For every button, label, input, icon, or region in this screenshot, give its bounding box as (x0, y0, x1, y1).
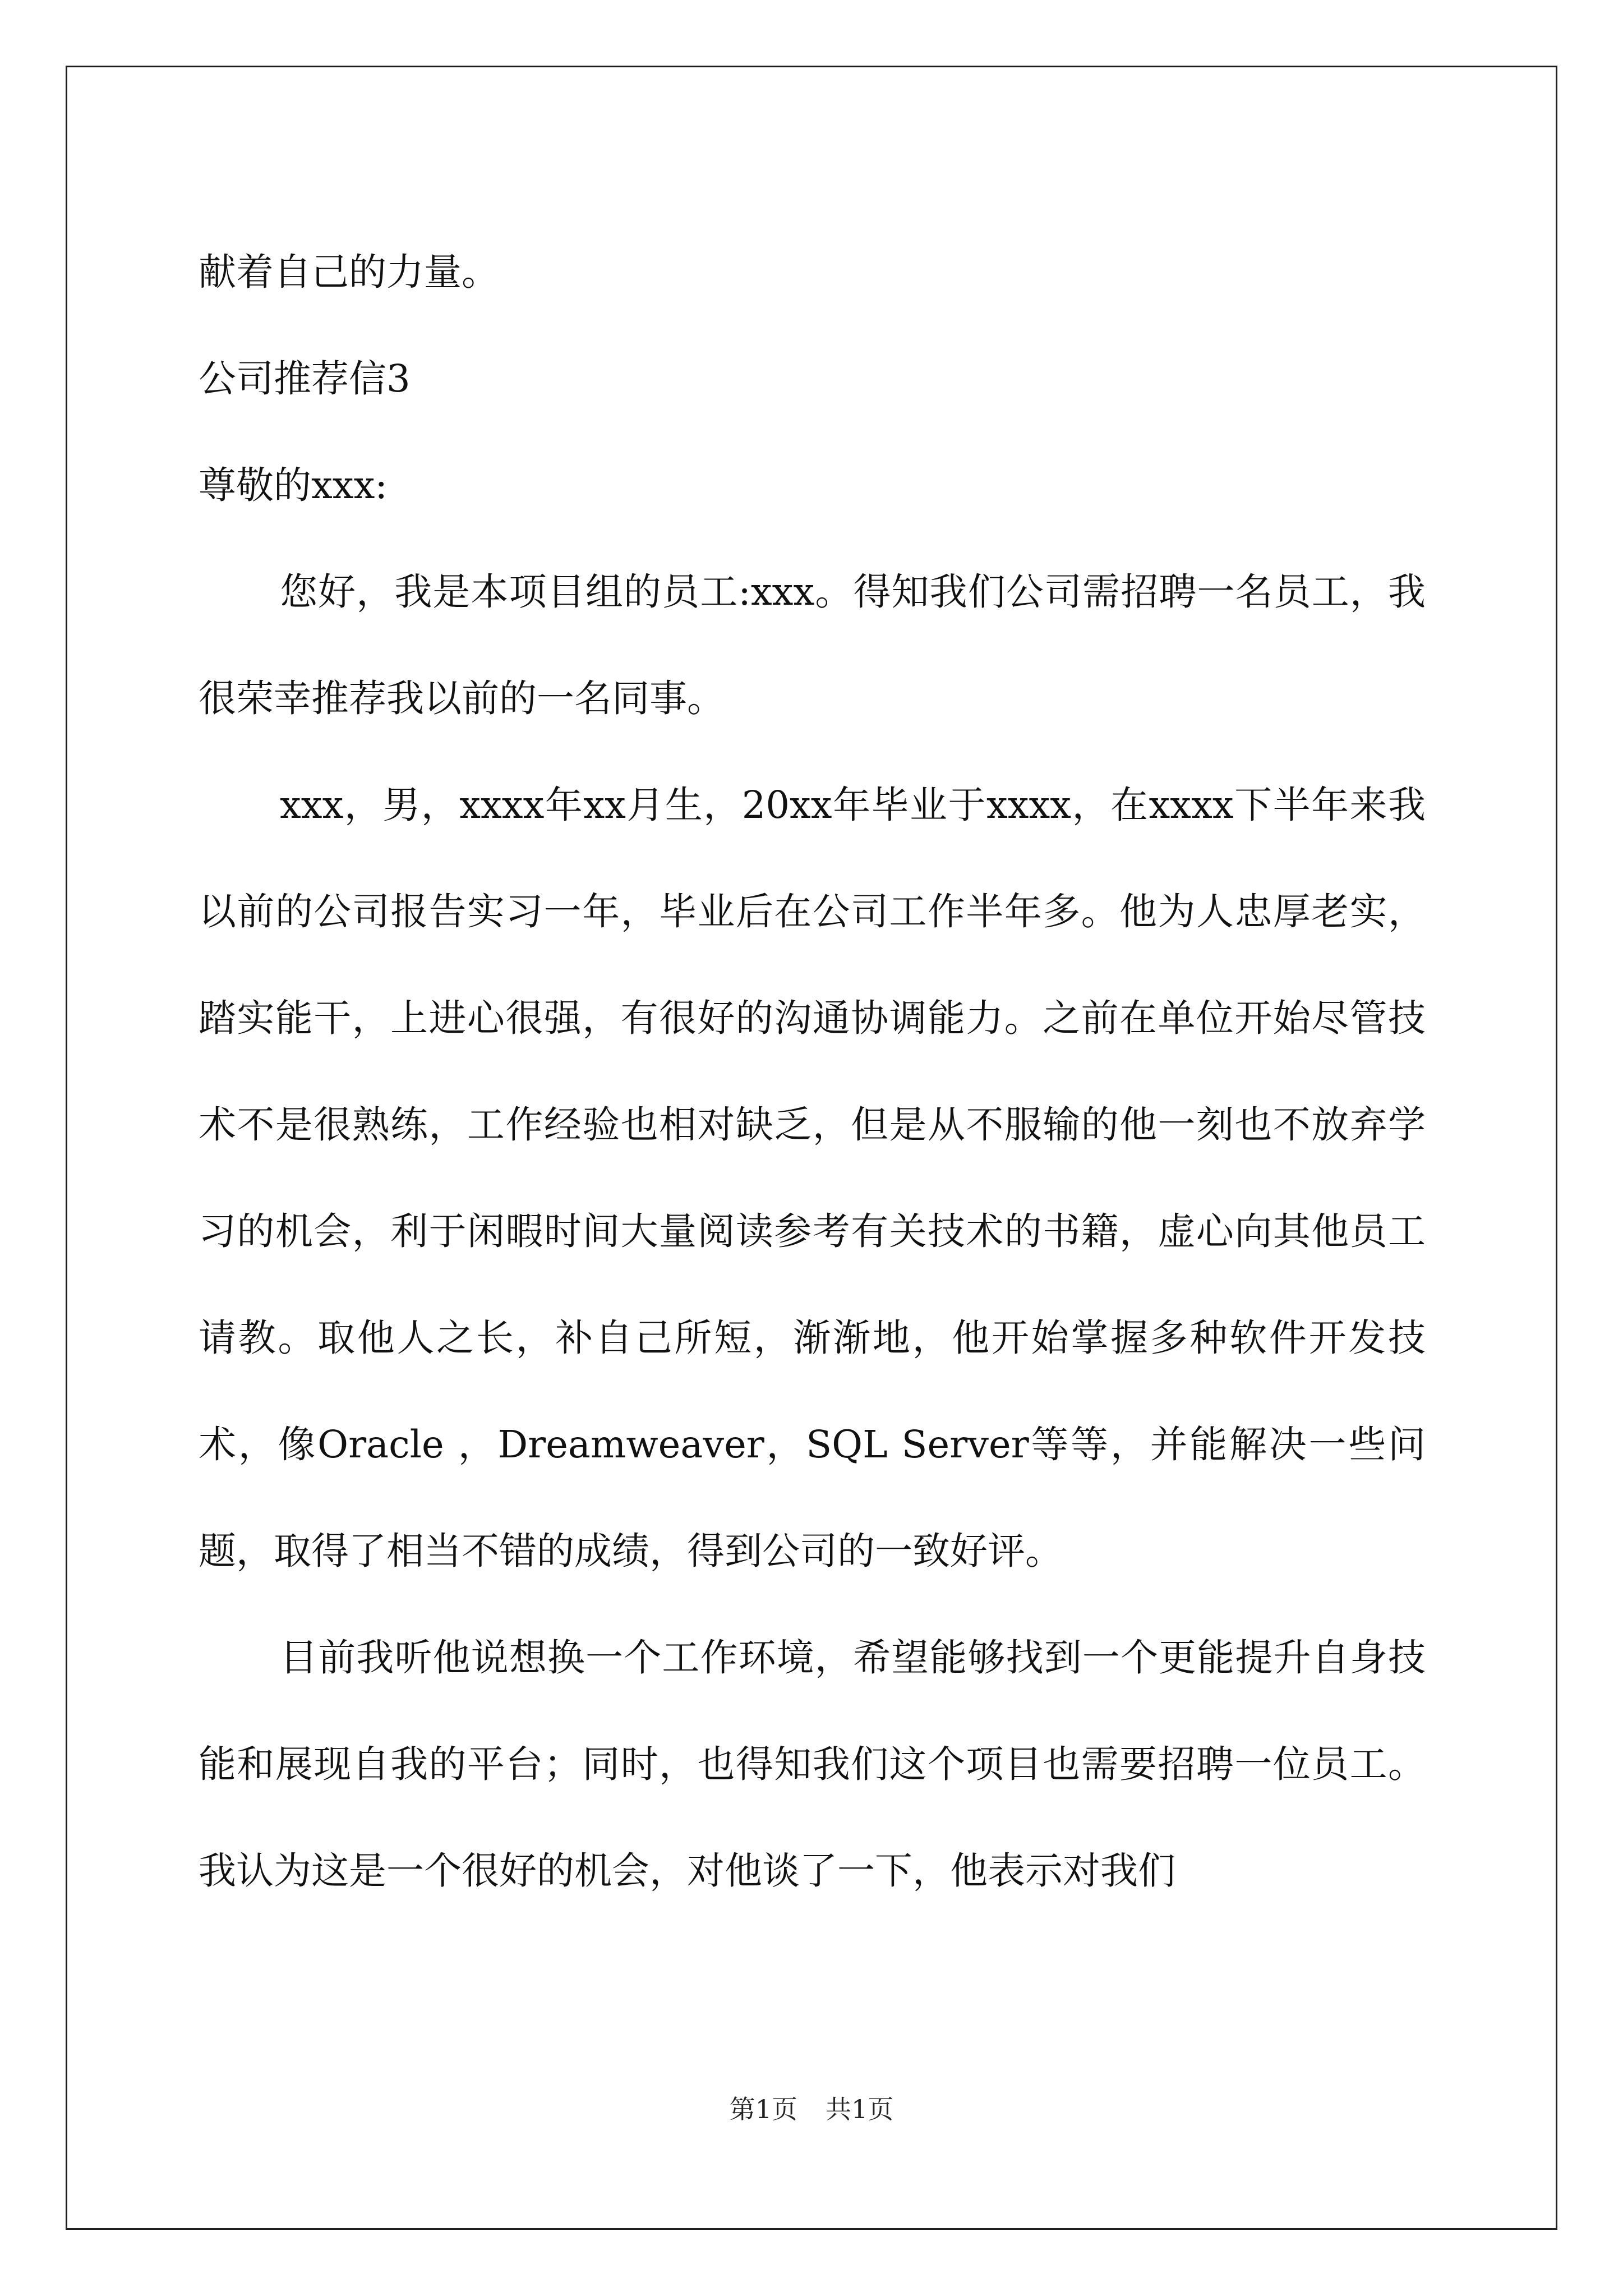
page-number-total: 共1页 (826, 2094, 894, 2124)
page-number-current: 第1页 (729, 2094, 797, 2124)
paragraph-greeting: 您好，我是本项目组的员工:xxx。得知我们公司需招聘一名员工，我很荣幸推荐我以前的一名同事。 (199, 570, 1426, 720)
paragraph-continuation: 献着自己的力量。 (199, 250, 499, 294)
paragraph-recommendation: 目前我听他说想换一个工作环境，希望能够找到一个更能提升自身技能和展现自我的平台；同时，也得知我们这个项目也需要招聘一位员工。我认为这是一个很好的机会，对他谈了一下，他表示对我们 (199, 1636, 1426, 1893)
paragraph-profile: xxx，男，xxxx年xx月生，20xx年毕业于xxxx，在xxxx下半年来我以前的公司报告实习一年，毕业后在公司工作半年多。他为人忠厚老实，踏实能干，上进心很强，有很好的沟通协调能力。之前在单位开始尽管技术不是很熟练，工作经验也相对缺乏，但是从不服输的他一刻也不放弃学习的机会，利于闲暇时间大量阅读参考有关技术的书籍，虚心向其他员工请教。取他人之长，补自己所短，渐渐地，他开始掌握多种软件开发技术，像Oracle ，Dreamweaver，SQL Server等等，并能解决一些问题，取得了相当不错的成绩，得到公司的一致好评。 (199, 783, 1426, 1573)
letter-title: 公司推荐信3 (199, 357, 411, 401)
document-body (199, 219, 1426, 1924)
salutation: 尊敬的xxx: (199, 463, 388, 507)
page-footer (0, 2092, 1623, 2126)
